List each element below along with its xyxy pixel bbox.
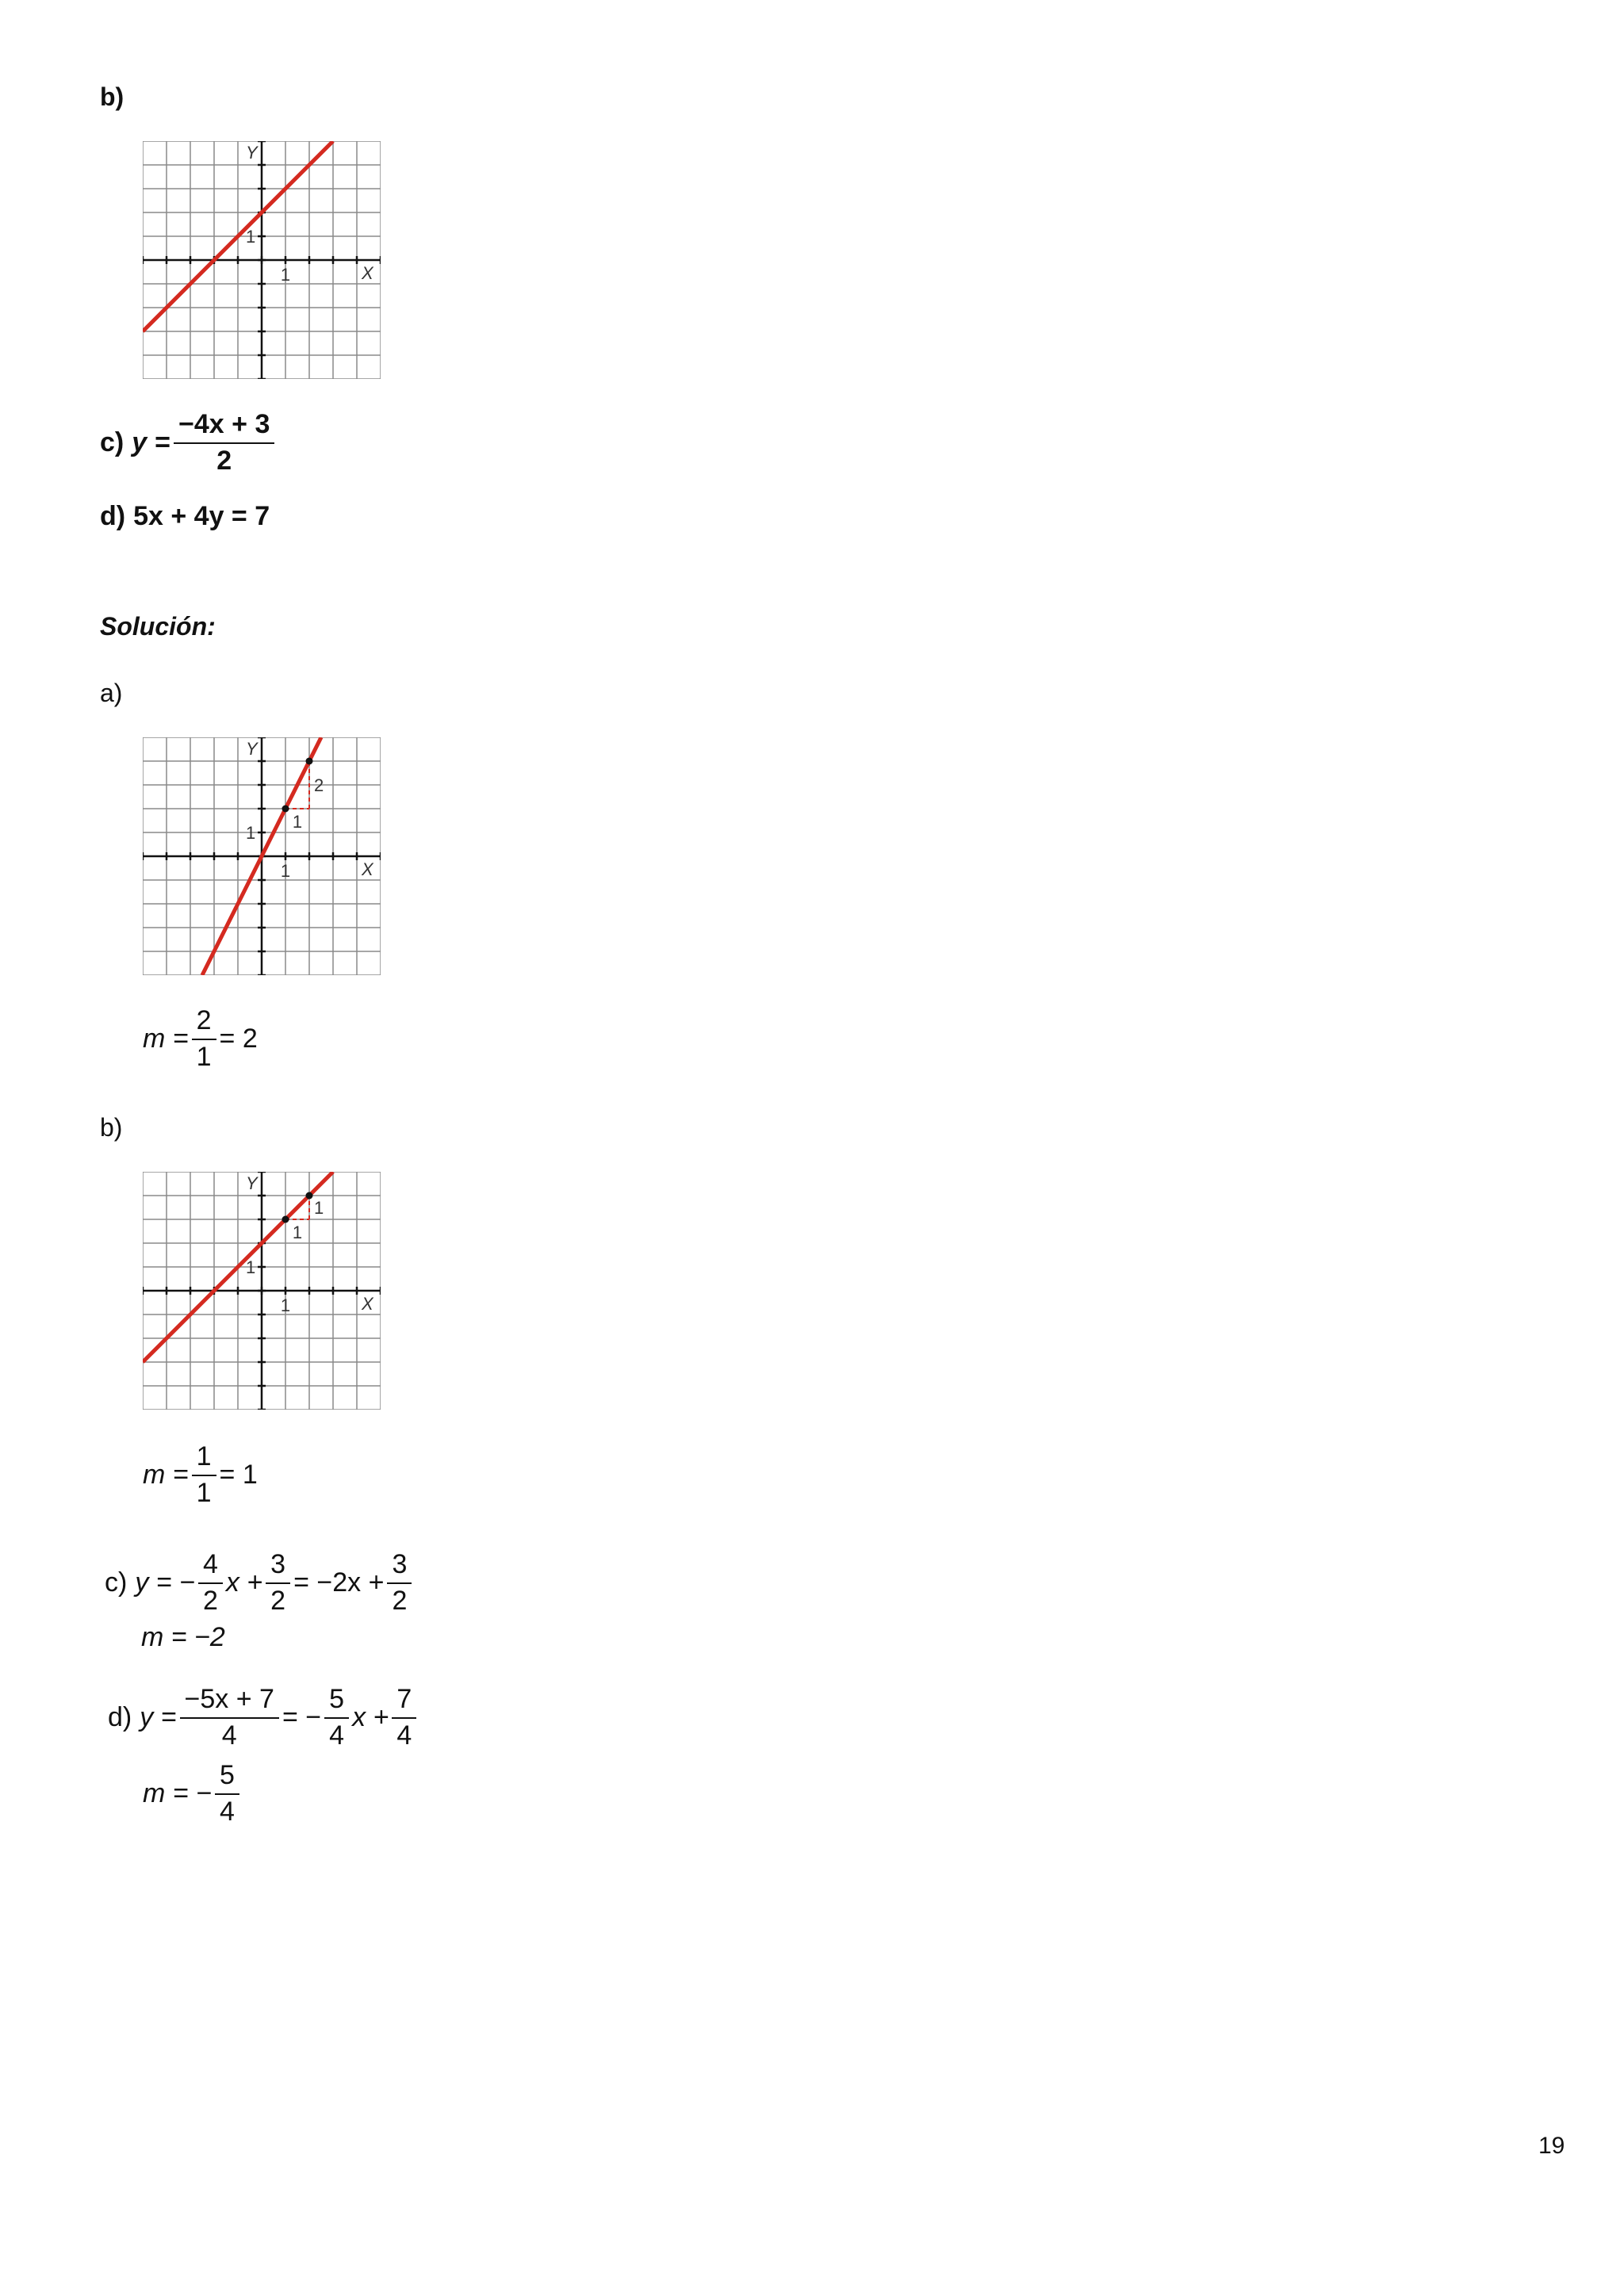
solution-d-fraction-3	[392, 1686, 416, 1750]
graph-solution-a-x-axis-label: X	[362, 859, 373, 879]
problem-d-label: d)	[100, 501, 126, 531]
graph-solution-a-y-axis-label: Y	[246, 739, 258, 759]
solution-d-f1-num: −5x + 7	[180, 1686, 279, 1719]
problem-d	[100, 501, 270, 532]
solution-d-f1-den: 4	[221, 1720, 237, 1751]
solution-c-fraction-2	[266, 1551, 290, 1615]
solution-heading: Solución:	[100, 612, 216, 641]
solution-b-fraction	[192, 1443, 216, 1507]
solution-c-term-2: = −2x +	[293, 1567, 385, 1598]
solution-d-term-2: x +	[352, 1702, 389, 1733]
problem-c-eq: =	[155, 427, 171, 458]
solution-c-f3-den: 2	[392, 1585, 408, 1616]
solution-b-slope	[143, 1443, 258, 1507]
solution-b-m-rhs: = 1	[219, 1460, 258, 1490]
solution-d-equation	[108, 1686, 419, 1750]
solution-b-denominator: 1	[196, 1477, 212, 1508]
solution-c-f1-num: 4	[198, 1551, 223, 1584]
graph-solution-b-rise-label: 1	[314, 1198, 324, 1218]
solution-b-label: b)	[100, 1113, 123, 1142]
solution-c-y-lhs: y = −	[135, 1567, 195, 1598]
graph-solution-b-run-label: 1	[292, 1223, 303, 1242]
problem-d-expr: 5x + 4y = 7	[133, 501, 270, 531]
problem-c	[100, 411, 278, 475]
solution-c-slope: m = −2	[141, 1622, 225, 1652]
solution-a-label: a)	[100, 679, 123, 707]
solution-c-term-1: x +	[225, 1567, 263, 1598]
solution-c-f1-den: 2	[202, 1585, 218, 1616]
solution-d-term-1: = −	[282, 1702, 322, 1733]
graph-solution-b-point-b	[306, 1192, 313, 1200]
problem-b-label: b)	[100, 82, 124, 111]
problem-c-lhs: y	[132, 427, 147, 458]
solution-a-fraction	[192, 1007, 216, 1071]
solution-d-fraction-1	[180, 1686, 279, 1750]
solution-d-f3-den: 4	[396, 1720, 412, 1751]
problem-c-numerator: −4x + 3	[174, 411, 274, 444]
solution-d-label: d)	[108, 1702, 132, 1733]
problem-c-label: c)	[100, 427, 124, 458]
graph-solution-b	[143, 1172, 381, 1410]
solution-d-m-den: 4	[219, 1796, 235, 1827]
solution-b-m-lhs: m =	[143, 1460, 189, 1490]
graph-solution-a-point-b	[306, 758, 313, 765]
graph-solution-a-y-tick-label: 1	[246, 823, 256, 843]
solution-a-m-rhs: = 2	[219, 1024, 258, 1054]
solution-a-slope	[143, 1007, 258, 1071]
solution-c-equation	[105, 1551, 415, 1615]
solution-d-m-num: 5	[215, 1762, 239, 1795]
solution-d-m-fraction	[215, 1762, 239, 1826]
graph-problem-b-x-axis-label: X	[362, 263, 373, 283]
page-number: 19	[1538, 2133, 1565, 2159]
graph-problem-b	[143, 141, 381, 379]
solution-a-m-lhs: m =	[143, 1024, 189, 1054]
graph-problem-b-y-tick-label: 1	[246, 227, 256, 247]
solution-c-f2-num: 3	[266, 1551, 290, 1584]
graph-solution-b-x-tick-label: 1	[280, 1295, 291, 1315]
solution-d-f3-num: 7	[392, 1686, 416, 1719]
solution-c-f3-num: 3	[387, 1551, 412, 1584]
graph-solution-a-point-a	[282, 806, 289, 813]
solution-d-slope	[143, 1762, 243, 1826]
graph-solution-b-x-axis-label: X	[362, 1294, 373, 1314]
solution-b-numerator: 1	[192, 1443, 216, 1476]
solution-a-denominator: 1	[196, 1041, 212, 1072]
solution-c-fraction-3	[387, 1551, 412, 1615]
solution-c-label: c)	[105, 1567, 128, 1598]
graph-solution-b-y-axis-label: Y	[246, 1173, 258, 1193]
graph-solution-a-run-label: 1	[292, 812, 303, 832]
graph-problem-b-y-axis-label: Y	[246, 143, 258, 163]
solution-d-f2-num: 5	[324, 1686, 349, 1719]
solution-c-fraction-1	[198, 1551, 223, 1615]
solution-d-m-lhs: m = −	[143, 1778, 212, 1809]
problem-c-fraction	[174, 411, 274, 475]
solution-d-y-lhs: y =	[140, 1702, 177, 1733]
solution-d-f2-den: 4	[329, 1720, 345, 1751]
problem-c-denominator: 2	[216, 445, 232, 476]
solution-a-numerator: 2	[192, 1007, 216, 1040]
graph-problem-b-x-tick-label: 1	[280, 265, 291, 285]
graph-solution-b-point-a	[282, 1216, 289, 1223]
graph-solution-a	[143, 737, 381, 975]
solution-c-f2-den: 2	[270, 1585, 286, 1616]
graph-solution-a-x-tick-label: 1	[280, 861, 291, 881]
graph-solution-b-y-tick-label: 1	[246, 1257, 256, 1277]
solution-d-fraction-2	[324, 1686, 349, 1750]
graph-solution-a-rise-label: 2	[314, 775, 324, 795]
